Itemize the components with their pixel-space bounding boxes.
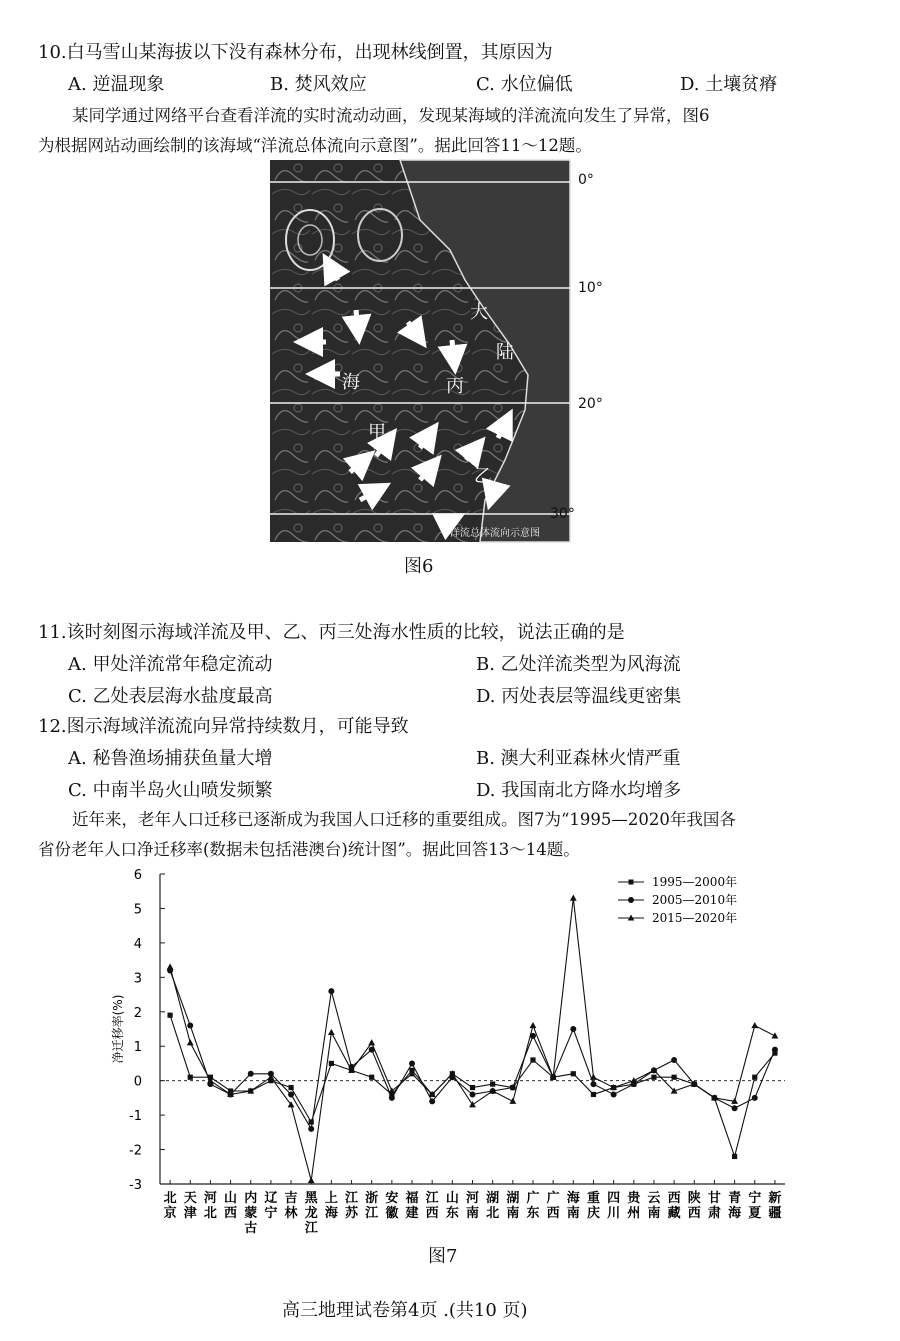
legend-marker: [628, 897, 634, 903]
x-tick-label: 广东: [526, 1191, 540, 1221]
q12-stem: 12.图示海域洋流流向异常持续数月，可能导致: [38, 716, 409, 737]
x-tick-label: 江西: [425, 1191, 439, 1221]
series-3-point: [751, 1022, 758, 1028]
series-3-point: [308, 1177, 315, 1183]
x-tick-label: 甘肃: [707, 1191, 721, 1221]
y-axis-label: 净迁移率(%): [111, 994, 125, 1064]
label-jia: 甲: [368, 422, 386, 443]
series-2-point: [389, 1095, 395, 1101]
x-tick-label: 安徽: [385, 1191, 399, 1221]
intro2-line1: 近年来，老年人口迁移已逐渐成为我国人口迁移的重要组成。图7为“1995—2020年我国各: [72, 810, 736, 829]
migration-rate-chart: [111, 862, 800, 1272]
legend-marker: [629, 880, 634, 885]
series-2-point: [470, 1091, 476, 1097]
x-tick-label: 陕西: [687, 1191, 701, 1221]
y-tick-label: -1: [129, 1109, 142, 1125]
y-tick-label: 6: [133, 868, 142, 883]
series-1-point: [188, 1075, 193, 1080]
series-1-point: [752, 1075, 757, 1080]
q10-option-d: D. 土壤贫瘠: [680, 74, 778, 95]
x-tick-label: 浙江: [365, 1191, 379, 1221]
q11-option-c: C. 乙处表层海水盐度最高: [68, 686, 273, 707]
q11-option-b: B. 乙处洋流类型为风海流: [476, 654, 681, 675]
series-2-point: [732, 1105, 738, 1111]
series-1-point: [470, 1085, 475, 1090]
series-1-point: [329, 1061, 334, 1066]
x-tick-label: 重庆: [586, 1191, 600, 1221]
x-tick-label: 江苏: [345, 1191, 359, 1221]
x-tick-label: 吉林: [284, 1191, 298, 1221]
intro1-line2: 为根据网站动画绘制的该海域“洋流总体流向示意图”。据此回答11～12题。: [38, 136, 592, 155]
x-tick-label: 云南: [647, 1191, 661, 1221]
x-tick-label: 福建: [405, 1191, 419, 1221]
x-tick-label: 北京: [163, 1191, 177, 1221]
series-3-point: [509, 1098, 516, 1104]
series-3-point: [530, 1022, 537, 1028]
legend-label: 2005—2010年: [652, 893, 738, 907]
x-tick-label: 天津: [183, 1191, 197, 1221]
y-tick-label: -2: [129, 1143, 142, 1159]
series-1-point: [672, 1075, 677, 1080]
series-1-point: [167, 1013, 172, 1018]
map-legend: 洋流总体流向示意图: [450, 528, 540, 539]
x-tick-label: 湖北: [486, 1191, 500, 1221]
series-2-point: [187, 1023, 193, 1029]
x-tick-label: 山西: [224, 1191, 238, 1221]
series-1-point: [490, 1082, 495, 1087]
y-tick-label: 5: [133, 902, 142, 918]
label-hai: 海: [342, 372, 360, 393]
series-1-point: [530, 1057, 535, 1062]
q10-option-c: C. 水位偏低: [476, 74, 573, 95]
lat-label-10: 10°: [578, 280, 603, 296]
series-2-point: [248, 1071, 254, 1077]
y-tick-label: 3: [133, 971, 142, 987]
q12-option-d: D. 我国南北方降水均增多: [476, 780, 682, 801]
y-tick-label: 1: [133, 1040, 142, 1056]
series-1-point: [651, 1075, 656, 1080]
q12-option-c: C. 中南半岛火山喷发频繁: [68, 780, 273, 801]
series-3-point: [187, 1039, 194, 1045]
label-yi: 乙: [474, 466, 492, 487]
series-2-point: [288, 1091, 294, 1097]
x-tick-label: 湖南: [506, 1191, 520, 1221]
series-3-point: [630, 1077, 637, 1083]
q11-stem: 11.该时刻图示海域洋流及甲、乙、丙三处海水性质的比较，说法正确的是: [38, 622, 625, 643]
series-2-point: [772, 1047, 778, 1053]
series-1-point: [288, 1085, 293, 1090]
series-2-point: [671, 1057, 677, 1063]
y-tick-label: 2: [133, 1005, 142, 1021]
q10-stem: 10.白马雪山某海拔以下没有森林分布，出现林线倒置，其原因为: [38, 42, 553, 63]
series-3-point: [570, 895, 577, 901]
series-1-point: [369, 1075, 374, 1080]
lat-label-0: 0°: [578, 172, 594, 188]
q11-option-d: D. 丙处表层等温线更密集: [476, 686, 682, 707]
series-2-point: [308, 1126, 314, 1132]
legend-label: 2015—2020年: [652, 911, 738, 925]
intro2-line2: 省份老年人口净迁移率(数据未包括港澳台)统计图”。据此回答13～14题。: [38, 840, 580, 859]
x-tick-label: 贵州: [627, 1191, 641, 1221]
legend-label: 1995—2000年: [652, 875, 738, 889]
x-tick-label: 黑龙江: [304, 1191, 318, 1236]
y-tick-label: 0: [133, 1074, 142, 1090]
q12-option-a: A. 秘鲁渔场捕获鱼量大增: [68, 748, 273, 769]
label-bing: 丙: [446, 376, 464, 397]
x-tick-label: 西藏: [667, 1191, 681, 1221]
series-3-point: [167, 963, 174, 969]
figure6-caption: 图6: [404, 556, 434, 577]
x-tick-label: 海南: [566, 1191, 580, 1221]
x-tick-label: 内蒙古: [244, 1191, 258, 1236]
series-2-point: [570, 1026, 576, 1032]
q10-option-b: B. 焚风效应: [270, 74, 367, 95]
figure7-caption: 图7: [428, 1246, 458, 1267]
series-1-point: [732, 1154, 737, 1159]
series-3-point: [328, 1029, 335, 1035]
x-tick-label: 广西: [546, 1191, 560, 1221]
x-tick-label: 新疆: [768, 1191, 782, 1221]
x-tick-label: 青海: [728, 1191, 742, 1221]
series-3-point: [368, 1039, 375, 1045]
x-tick-label: 宁夏: [748, 1191, 762, 1221]
x-tick-label: 上海: [324, 1191, 338, 1221]
q12-option-b: B. 澳大利亚森林火情严重: [476, 748, 681, 769]
series-3-point: [772, 1032, 779, 1038]
series-2-point: [752, 1095, 758, 1101]
x-tick-label: 辽宁: [264, 1191, 278, 1221]
x-tick-label: 四川: [607, 1191, 621, 1221]
series-2-point: [328, 988, 334, 994]
label-da: 大: [470, 302, 488, 323]
q11-option-a: A. 甲处洋流常年稳定流动: [68, 654, 273, 675]
x-tick-label: 山东: [445, 1191, 459, 1221]
intro1-line1: 某同学通过网络平台查看洋流的实时流动动画，发现某海域的洋流流向发生了异常，图6: [72, 106, 710, 125]
q10-option-a: A. 逆温现象: [68, 74, 165, 95]
x-tick-label: 河北: [203, 1191, 217, 1221]
page-footer: 高三地理试卷第4页 .(共10 页): [282, 1300, 528, 1321]
x-tick-label: 河南: [465, 1191, 480, 1221]
series-1-point: [571, 1071, 576, 1076]
series-1-point: [591, 1092, 596, 1097]
series-2-point: [429, 1098, 435, 1104]
series-2-point: [510, 1085, 516, 1091]
series-line-3: [170, 898, 775, 1180]
lat-label-20: 20°: [578, 396, 603, 412]
label-lu: 陆: [496, 342, 514, 363]
y-tick-label: 4: [133, 936, 142, 952]
ocean-current-map: [270, 160, 570, 542]
series-2-point: [409, 1060, 415, 1066]
series-2-point: [590, 1081, 596, 1087]
lat-label-30: 30°: [550, 506, 575, 522]
series-2-point: [611, 1091, 617, 1097]
y-tick-label: -3: [129, 1178, 142, 1193]
